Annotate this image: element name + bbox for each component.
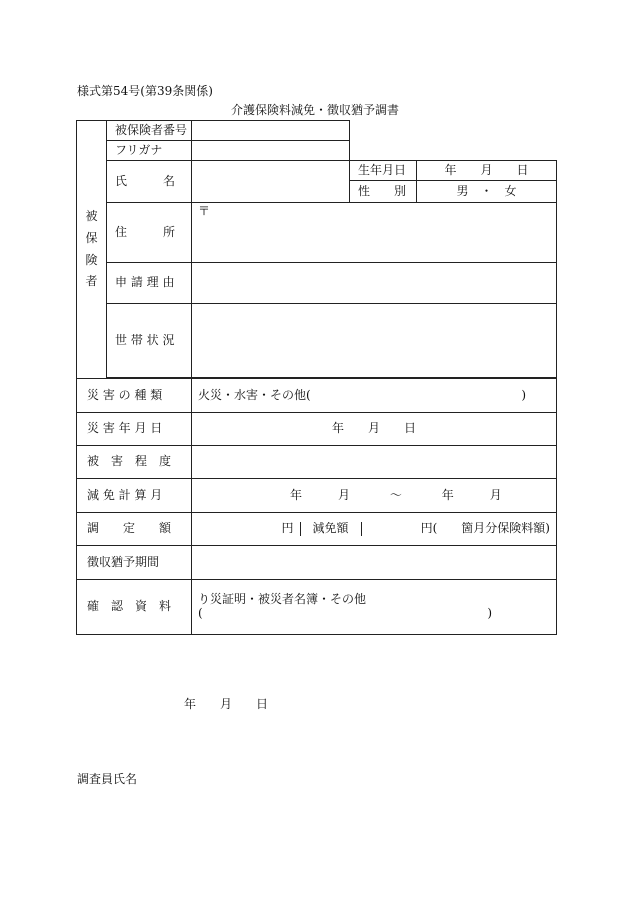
birth-date-label: 生年月日 [350, 161, 417, 181]
application-reason-field[interactable] [192, 263, 557, 304]
birth-date-field[interactable]: 年 月 日 [417, 161, 557, 181]
disaster-date-field[interactable]: 年 月 日 [192, 413, 557, 446]
calc-month-field[interactable]: 年 月 ～ 年 月 [192, 479, 557, 513]
postal-mark: 〒 [198, 204, 211, 218]
insured-number-label: 被保険者番号 [107, 121, 192, 141]
name-field[interactable] [192, 161, 350, 203]
application-reason-label: 申 請 理 由 [107, 263, 192, 304]
assessed-amount-label: 調 定 額 [77, 513, 192, 546]
gender-label: 性 別 [350, 181, 417, 203]
reduction-amount-field[interactable]: 円( 箇月分保険料額) [420, 522, 550, 536]
reduction-form-table [76, 120, 557, 635]
reduction-amount-label: 減免額 [300, 522, 361, 536]
footer-date: 年 月 日 [184, 697, 269, 711]
address-label: 住 所 [107, 203, 192, 263]
damage-degree-field[interactable] [192, 446, 557, 479]
furigana-label: フリガナ [107, 141, 192, 161]
investigator-name-label: 調査員氏名 [77, 772, 138, 786]
deferral-period-field[interactable] [192, 546, 557, 580]
insured-number-boxes[interactable] [192, 121, 350, 141]
confirmation-docs-label: 確 認 資 料 [77, 580, 192, 635]
calc-month-label: 減 免 計 算 月 [77, 479, 192, 513]
household-status-label: 世 帯 状 況 [107, 304, 192, 378]
confirmation-docs-field[interactable]: り災証明・被災者名簿・その他 ( ) [192, 580, 557, 635]
address-field[interactable] [192, 203, 557, 263]
insured-group-label: 被 保 険 者 [77, 121, 107, 379]
disaster-date-label: 災 害 年 月 日 [77, 413, 192, 446]
deferral-period-label: 徴収猶予期間 [77, 546, 192, 580]
assessed-amount-field[interactable]: 円 [192, 522, 300, 536]
document-title: 介護保険料減免・徴収猶予調書 [230, 103, 399, 117]
disaster-type-field[interactable]: 火災・水害・その他( ) [192, 379, 557, 413]
gender-field[interactable]: 男 ・ 女 [417, 181, 557, 203]
form-number: 様式第54号(第39条関係) [77, 84, 213, 98]
furigana-field[interactable] [192, 141, 350, 161]
disaster-type-label: 災 害 の 種 類 [77, 379, 192, 413]
household-status-field[interactable] [192, 304, 557, 378]
name-label: 氏 名 [107, 161, 192, 203]
damage-degree-label: 被 害 程 度 [77, 446, 192, 479]
